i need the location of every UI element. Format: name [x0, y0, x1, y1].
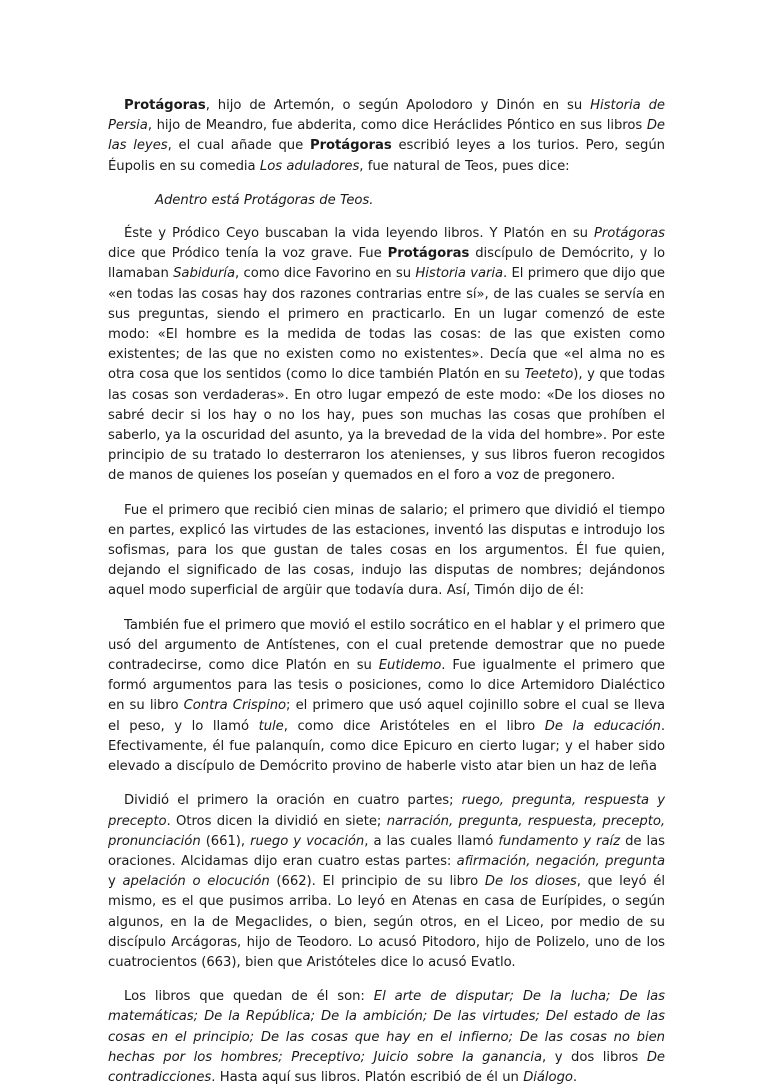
- text-run: Fue el primero que recibió cien minas de salario; el primero que dividió el tiempo en partes, explicó las virtudes de las estaciones, inventó las disputas e introdujo los sofismas, para los que gustan de tales cosas en los argumentos. Él fue quien, dejando el significado de las cosas, indujo las disputas de nombres; dejándonos aquel modo superficial de argüir que todavía dura. Así, Timón dijo de él:: [108, 502, 665, 599]
- text-run: de las oraciones. Alcidamas dijo eran cuatro estas partes:: [108, 833, 665, 869]
- italic-text: fundamento y raíz: [498, 833, 620, 849]
- text-run: , el cual añade que: [167, 138, 310, 154]
- text-run: Dividió el primero la oración en cuatro partes;: [124, 793, 462, 809]
- italic-text: afirmación, negación, pregunta: [456, 853, 665, 869]
- italic-text: Sabiduría: [173, 266, 236, 282]
- italic-text: De contradicciones: [108, 1049, 665, 1085]
- italic-text: Contra Crispino: [183, 698, 287, 714]
- text-run: , como dice Aristóteles en el libro: [283, 718, 545, 734]
- paragraph: [108, 616, 665, 778]
- text-run: Los libros que quedan de él son:: [124, 989, 374, 1005]
- italic-text: tule: [258, 718, 284, 734]
- text-run: y: [108, 874, 123, 890]
- paragraph: [108, 791, 665, 973]
- text-run: Éste y Pródico Ceyo buscaban la vida leyendo libros. Y Platón en su: [124, 226, 594, 242]
- text-run: dice que Pródico tenía la voz grave. Fue: [108, 246, 388, 262]
- italic-text: Protágoras: [593, 226, 665, 242]
- italic-text: apelación o elocución: [122, 874, 270, 890]
- text-run: . Fue igualmente el primero que formó argumentos para las tesis o posiciones, como lo dice Artemidoro Dialéctico en su libro: [108, 658, 665, 714]
- italic-text: ruego, pregunta, respuesta y precepto: [108, 793, 665, 829]
- text-run: ; el primero que usó aquel cojinillo sobre el cual se lleva el peso, y lo llamó: [108, 698, 665, 734]
- text-run: , hijo de Meandro, fue abderita, como dice Heráclides Póntico en sus libros: [147, 118, 647, 134]
- bold-text: Protágoras: [309, 138, 392, 154]
- text-run: , a las cuales llamó: [364, 833, 499, 849]
- text-run: , y dos libros: [542, 1049, 647, 1065]
- verse-quote: [108, 191, 665, 211]
- italic-text: De los dioses: [484, 874, 577, 890]
- paragraph: [108, 987, 665, 1088]
- text-run: , como dice Favorino en su: [235, 266, 416, 282]
- italic-text: ruego y vocación: [250, 833, 365, 849]
- text-run: , hijo de Artemón, o según Apolodoro y Dinón en su: [205, 98, 591, 113]
- paragraph: [108, 501, 665, 602]
- text-body: [108, 96, 665, 1088]
- text-run: . Otros dicen la dividió en siete;: [166, 813, 387, 829]
- italic-text: Historia varia: [415, 266, 504, 282]
- italic-text: Los aduladores: [259, 158, 360, 174]
- paragraph: [108, 224, 665, 487]
- text-run: . El primero que dijo que «en todas las cosas hay dos razones contrarias entre sí», de las cuales se servía en sus preguntas, siendo el primero en practicarlo. En un lugar comenzó de este modo: «El hombre es la medida de todas las cosas: de las que existen como existentes; de las que no existen como no existentes». Decía que «el alma no es otra cosa que los sentidos (como lo dice también Platón en su: [108, 266, 665, 383]
- text-run: ), y que todas las cosas son verdaderas». En otro lugar empezó de este modo: «De los dioses no sabré decir si los hay o no los hay, pues son muchas las cosas que prohíben el saberlo, ya la oscuridad del asunto, ya la brevedad de la vida del hombre». Por este principio de su tratado lo desterraron los atenienses, y sus libros fueron recogidos de manos de quienes los poseían y quemados en el foro a voz de pregonero.: [108, 367, 665, 484]
- text-run: Adentro está Protágoras de Teos.: [155, 192, 374, 208]
- paragraph: [108, 96, 665, 177]
- italic-text: Historia de Persia: [108, 98, 665, 134]
- italic-text: El arte de disputar; De la lucha; De las matemáticas; De la República; De la ambición; De las virtudes; Del estado de las cosas en el principio; De las cosas que hay en el infierno; De las cosas no bien hechas por los hombres; Preceptivo; Juicio sobre la ganancia: [108, 989, 665, 1065]
- text-run: (661),: [200, 833, 251, 849]
- text-run: , fue natural de Teos, pues dice:: [359, 158, 570, 174]
- bold-text: Protágoras: [387, 246, 470, 262]
- italic-text: De la educación: [544, 718, 661, 734]
- text-run: .: [572, 1069, 578, 1085]
- text-run: (662). El principio de su libro: [269, 874, 485, 890]
- text-run: discípulo de Demócrito, y lo llamaban: [108, 246, 665, 282]
- italic-text: Diálogo: [523, 1069, 573, 1085]
- bold-text: Protágoras: [124, 98, 206, 113]
- italic-text: Teeteto: [524, 367, 574, 383]
- italic-text: narración, pregunta, respuesta, precepto, pronunciación: [108, 813, 665, 849]
- italic-text: Eutidemo: [378, 658, 442, 674]
- italic-text: De las leyes: [108, 118, 665, 154]
- text-run: escribió leyes a los turios. Pero, según Éupolis en su comedia: [108, 138, 665, 174]
- text-run: También fue el primero que movió el estilo socrático en el hablar y el primero que usó del argumento de Antístenes, con el cual pretende demostrar que no puede contradecirse, como dice Platón en su: [108, 617, 665, 674]
- text-run: . Hasta aquí sus libros. Platón escribió de él un: [211, 1069, 524, 1085]
- text-run: , que leyó él mismo, es el que pusimos arriba. Lo leyó en Atenas en casa de Eurípides, o según algunos, en la de Megaclides, o bien, según otros, en el Liceo, por medio de su discípulo Arcágoras, hijo de Teodoro. Lo acusó Pitodoro, hijo de Polizelo, uno de los cuatrocientos (663), bien que Aristóteles dice lo acusó Evatlo.: [108, 874, 665, 970]
- text-run: . Efectivamente, él fue palanquín, como dice Epicuro en cierto lugar; y el haber sido elevado a discípulo de Demócrito provino de haberle visto atar bien un haz de leña: [108, 718, 666, 775]
